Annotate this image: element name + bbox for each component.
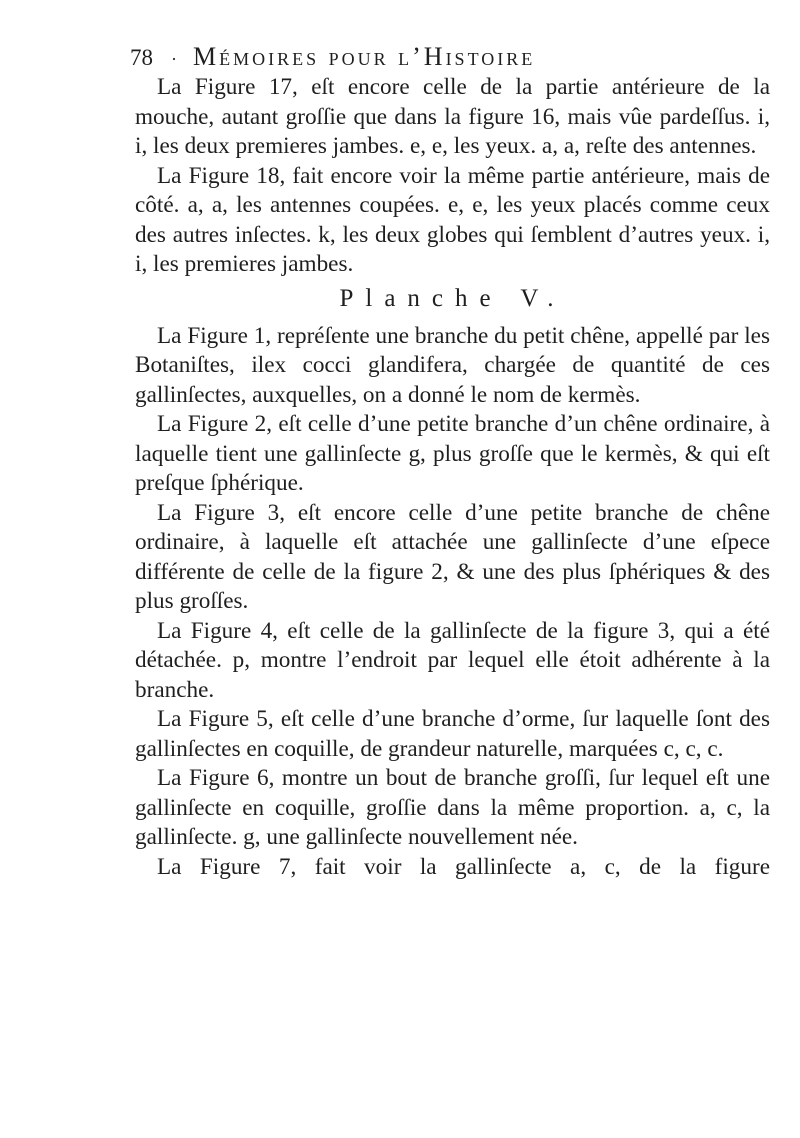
paragraph-figure-1: La Figure 1, repréſente une branche du petit chêne, appellé par les Botaniſtes, ilex cocci glandifera, chargée de quantité de ces gallinſectes, auxquelles, on a donné le nom de kermès. [135, 322, 770, 408]
paragraph-figure-2: La Figure 2, eſt celle d’une petite branche d’un chêne ordinaire, à laquelle tient une gallinſecte g, plus groſſe que le kermès, & qui eſt preſque ſphérique. [135, 411, 770, 496]
paragraph-figure-6: La Figure 6, montre un bout de branche groſſi, ſur lequel eſt une gallinſecte en coquille, groſſie dans la même proportion. a, c, la gallinſecte. g, une gallinſecte nouvellement née. [135, 765, 770, 850]
paragraph-figure-4: La Figure 4, eſt celle de la gallinſecte de la figure 3, qui a été détachée. p, montre l’endroit par lequel elle étoit adhérente à la branche. [135, 617, 770, 703]
header-separator: · [171, 49, 177, 69]
running-title: Mémoires pour l’Histoire [193, 42, 536, 71]
paragraph-figure-3: La Figure 3, eſt encore celle d’une petite branche de chêne ordinaire, à laquelle eſt attachée une gallinſecte d’une eſpece différente de celle de la figure 2, & une des plus ſphériques & des plus groſſes. [135, 499, 770, 614]
paragraph-figure-5: La Figure 5, eſt celle d’une branche d’orme, ſur laquelle ſont des gallinſectes en coquille, de grandeur naturelle, marquées c, c, c. [135, 706, 770, 762]
body-text [135, 73, 770, 882]
page-number: 78 [130, 45, 153, 70]
plate-heading: Planche V. [339, 284, 566, 312]
paragraph-figure-17: La Figure 17, eſt encore celle de la partie antérieure de la mouche, autant groſſie que dans la figure 16, mais vûe pardeſſus. i, i, les deux premieres jambes. e, e, les yeux. a, a, reſte des antennes. [135, 74, 770, 159]
paragraph-figure-7: La Figure 7, fait voir la gallinſecte a, c, de la figure [157, 853, 770, 880]
paragraph-figure-18: La Figure 18, fait encore voir la même partie antérieure, mais de côté. a, a, les antennes coupées. e, e, les yeux placés comme ceux des autres inſectes. k, les deux globes qui ſemblent d’autres yeux. i, i, les premieres jambes. [135, 162, 770, 277]
